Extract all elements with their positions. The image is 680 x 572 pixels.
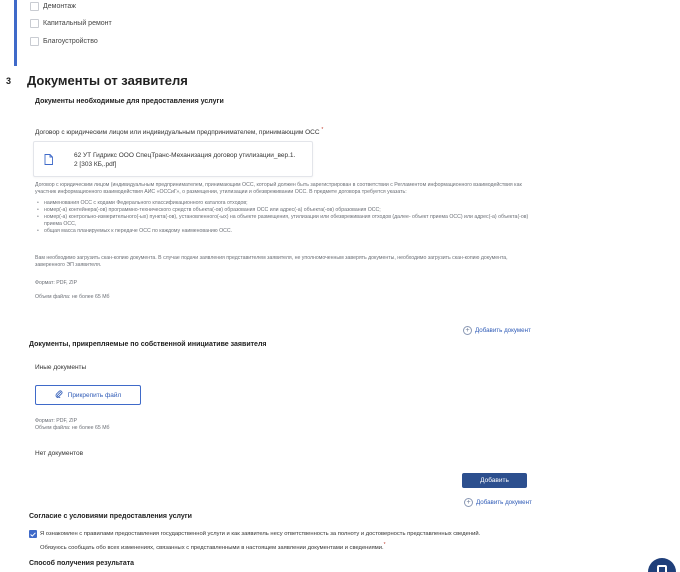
add-document-label: Добавить документ bbox=[475, 327, 531, 334]
file-name-line2: 2 [303 КБ,.pdf] bbox=[74, 161, 117, 168]
add-own-document-label: Добавить документ bbox=[476, 499, 532, 506]
uploaded-file-card[interactable] bbox=[33, 141, 313, 177]
attach-file-button[interactable] bbox=[35, 385, 141, 405]
checkmark-icon bbox=[30, 532, 36, 537]
checkbox-label-landscaping: Благоустройство bbox=[43, 38, 98, 45]
list-item: • номер(-а) контрольно-измерительного(-ых) пункта(-ов), установленного(-ых) на объекте размещения, утилизации или обезвреживания отходов (далее- объект приема ОСС) или адрес(-а) объекта(-ов) приема ОСС, bbox=[35, 214, 535, 228]
doc-format: Формат: PDF, ZIP bbox=[35, 280, 78, 286]
own-docs-size-limit: Объем файла: не более 65 Мб bbox=[35, 425, 110, 431]
attach-file-label: Прикрепить файл bbox=[67, 391, 122, 399]
other-docs-label: Иные документы bbox=[35, 364, 87, 371]
no-documents-text: Нет документов bbox=[35, 450, 84, 457]
checkbox-label-capital-repair: Капитальный ремонт bbox=[43, 20, 112, 27]
list-item: • наименования ОСС с кодами Федерального классификационного каталога отходов; bbox=[35, 200, 535, 207]
chat-fab-button[interactable] bbox=[648, 558, 676, 572]
doc-requirements-list bbox=[35, 200, 535, 235]
checkbox-landscaping[interactable] bbox=[30, 37, 39, 46]
add-own-document-link[interactable] bbox=[464, 498, 532, 507]
doc-title-text: Договор с юридическим лицом или индивидуальным предпринимателем, принимающим ОСС bbox=[35, 129, 320, 137]
plus-circle-icon: + bbox=[463, 326, 472, 335]
checkbox-demolition[interactable] bbox=[30, 2, 39, 11]
section-accent-bar bbox=[14, 0, 17, 66]
consent-checkbox[interactable] bbox=[29, 530, 37, 538]
doc-description-intro: Договор с юридическим лицом (индивидуальным предпринимателем, принимающим ОСС, который должен быть зарегистрирован в соответствии с Регламентом информационного взаимодействия как участник информационного взаимодействия АИС «ОССиГ», о размещении, утилизации и обезвреживании ОСС. В предмете договора требуется указать: bbox=[35, 182, 522, 195]
plus-circle-icon: + bbox=[464, 498, 473, 507]
file-name-line1: 62 УТ Гидрикс ООО СпецТранс-Механизация договор утилизации_вер.1. bbox=[74, 152, 296, 159]
add-document-link[interactable] bbox=[463, 326, 531, 335]
doc-size-limit: Объем файла: не более 65 Мб bbox=[35, 294, 110, 300]
doc-title bbox=[35, 127, 323, 136]
section-number: 3 bbox=[6, 76, 12, 86]
doc-upload-note: Вам необходимо загрузить скан-копию документа. В случае подачи заявления представителем заявителя, не уполномоченным заверять документы, необходимо загрузить скан-копию документа, заверенного ЭП заявителя. bbox=[35, 255, 508, 268]
consent-line2-text: Обязуюсь сообщать обо всех изменениях, связанных с представленными в настоящем заявлении документами и сведениями. bbox=[40, 544, 384, 551]
section-title: Документы от заявителя bbox=[27, 73, 188, 88]
required-docs-heading: Документы необходимые для предоставления услуги bbox=[35, 98, 224, 105]
own-docs-format: Формат: PDF, ZIP bbox=[35, 418, 78, 424]
list-item: • общая масса планируемых к передаче ОСС по каждому наименованию ОСС. bbox=[35, 228, 535, 235]
consent-line2 bbox=[40, 540, 540, 554]
list-item: • номер(-а) контейнера(-ов) программно-технического средств объекта(-ов) образования ОСС или адрес(-а) объекта(-ов) образования ОСС; bbox=[35, 207, 535, 214]
add-button[interactable]: Добавить bbox=[462, 473, 527, 488]
required-mark: * bbox=[321, 127, 324, 133]
file-icon bbox=[44, 152, 53, 170]
paperclip-icon bbox=[55, 390, 63, 400]
own-docs-heading: Документы, прикрепляемые по собственной инициативе заявителя bbox=[29, 341, 267, 348]
chat-icon bbox=[657, 565, 667, 572]
required-mark: * bbox=[383, 542, 386, 548]
doc-description bbox=[35, 182, 535, 235]
consent-heading: Согласие с условиями предоставления услуги bbox=[29, 513, 192, 520]
checkbox-label-demolition: Демонтаж bbox=[43, 3, 76, 10]
file-name[interactable] bbox=[74, 151, 304, 169]
checkbox-capital-repair[interactable] bbox=[30, 19, 39, 28]
consent-text bbox=[40, 529, 540, 554]
consent-line1: Я ознакомлен с правилами предоставления государственной услуги и как заявитель несу ответственность за полноту и достоверность представленных сведений. bbox=[40, 531, 481, 537]
result-method-heading: Способ получения результата bbox=[29, 560, 135, 567]
